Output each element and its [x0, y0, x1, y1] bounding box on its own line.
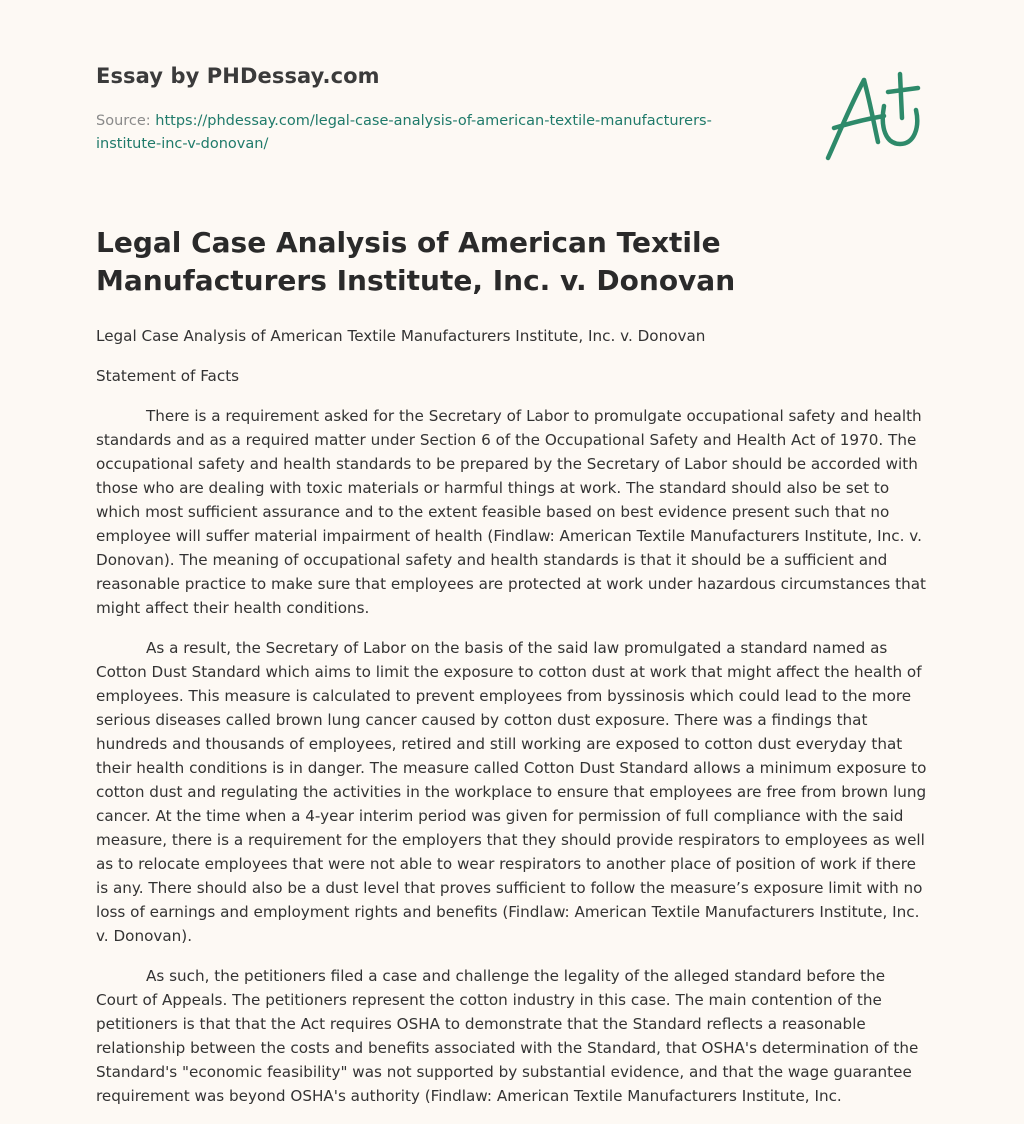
- source-label: Source:: [96, 113, 156, 129]
- a-plus-logo-icon: [820, 66, 930, 166]
- source-link[interactable]: https://phdessay.com/legal-case-analysis-of-american-textile-manufacturers-institute-inc-v-donovan/: [96, 113, 712, 152]
- source-line: [96, 110, 756, 156]
- essay-subtitle: Legal Case Analysis of American Textile Manufacturers Institute, Inc. v. Donovan: [96, 327, 706, 345]
- section-heading: Statement of Facts: [96, 367, 240, 385]
- body-paragraph: As a result, the Secretary of Labor on the basis of the said law promulgated a standard named as Cotton Dust Standard which aims to limit the exposure to cotton dust at work that might affect the health of employees. This measure is calculated to prevent employees from byssinosis which could lead to the more serious diseases called brown lung cancer caused by cotton dust exposure. There was a findings that hundreds and thousands of employees, retired and still working are exposed to cotton dust everyday that their health conditions is in danger. The measure called Cotton Dust Standard allows a minimum exposure to cotton dust and regulating the activities in the workplace to ensure that employees are free from brown lung cancer. At the time when a 4-year interim period was given for permission of full compliance with the said measure, there is a requirement for the employers that they should provide respirators to employees as well as to relocate employees that were not able to wear respirators to another place of position of work if there is any. There should also be a dust level that proves sufficient to follow the measure’s exposure limit with no loss of earnings and employment rights and benefits (Findlaw: American Textile Manufacturers Institute, Inc. v. Donovan).: [96, 639, 927, 945]
- body-paragraph: There is a requirement asked for the Secretary of Labor to promulgate occupational safety and health standards and as a required matter under Section 6 of the Occupational Safety and Health Act of 1970. The occupational safety and health standards to be prepared by the Secretary of Labor should be accorded with those who are dealing with toxic materials or harmful things at work. The standard should also be set to which most sufficient assurance and to the extent feasible based on best evidence present such that no employee will suffer material impairment of health (Findlaw: American Textile Manufacturers Institute, Inc. v. Donovan). The meaning of occupational safety and health standards is that it should be a sufficient and reasonable practice to make sure that employees are protected at work under hazardous circumstances that might affect their health conditions.: [96, 407, 927, 617]
- body-paragraph: As such, the petitioners filed a case and challenge the legality of the alleged standard before the Court of Appeals. The petitioners represent the cotton industry in this case. The main contention of the petitioners is that that the Act requires OSHA to demonstrate that the Standard reflects a reasonable relationship between the costs and benefits associated with the Standard, that OSHA's determination of the Standard's "economic feasibility" was not supported by substantial evidence, and that the wage guarantee requirement was beyond OSHA's authority (Findlaw: American Textile Manufacturers Institute, Inc.: [96, 967, 919, 1105]
- essay-title: Legal Case Analysis of American Textile Manufacturers Institute, Inc. v. Donovan: [96, 226, 736, 297]
- essay-body: [96, 324, 928, 1124]
- site-brand: Essay by PHDessay.com: [96, 64, 380, 88]
